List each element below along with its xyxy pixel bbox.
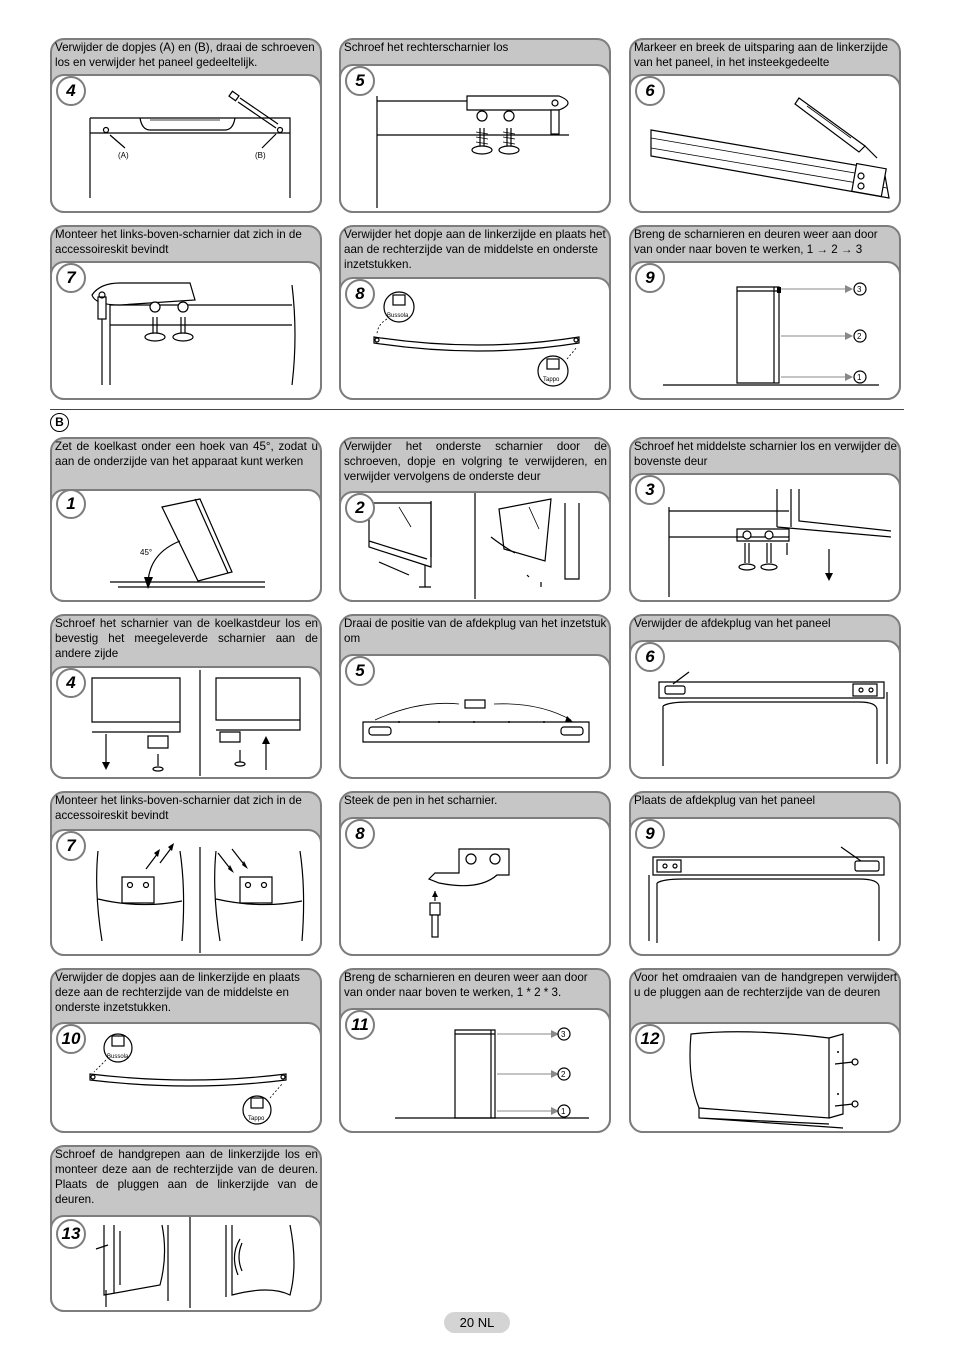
step-b3-caption: Schroef het middelste scharnier los en verwijder de bovenste deur bbox=[634, 440, 897, 468]
step-b5-caption: Draai de positie van de afdekplug van het inzetstuk om bbox=[344, 617, 607, 645]
step-a9-caption: Breng de scharnieren en deuren weer aan door van onder naar boven te werken, 1 → 2 → 3 bbox=[634, 228, 878, 256]
step-b8-number: 8 bbox=[345, 819, 375, 849]
step-b1-illustration bbox=[50, 437, 322, 602]
step-b11-illustration bbox=[339, 968, 611, 1133]
step-b7-panel bbox=[50, 791, 322, 956]
step-b11-caption: Breng de scharnieren en deuren weer aan door van onder naar boven te werken, 1 * 2 * 3. bbox=[344, 971, 588, 999]
step-a4-caption: Verwijder de dopjes (A) en (B), draai de schroeven los en verwijder het paneel gedeeltelijk. bbox=[55, 41, 315, 69]
step-b9-panel bbox=[629, 791, 901, 956]
step-a8-panel bbox=[339, 225, 611, 400]
step-b1-caption: Zet de koelkast onder een hoek van 45°, zodat u aan de onderzijde van het apparaat kunt werken bbox=[55, 440, 318, 468]
tappo-label-b: Tappo bbox=[248, 1116, 265, 1122]
step-b10-panel bbox=[50, 968, 322, 1133]
step-b11-number: 11 bbox=[345, 1010, 375, 1040]
a9-label-3: 3 bbox=[857, 285, 862, 294]
step-b3-illustration bbox=[629, 437, 901, 602]
step-b2-illustration bbox=[339, 437, 611, 602]
step-a4-illustration bbox=[50, 38, 322, 213]
section-b-marker: B bbox=[50, 413, 69, 432]
step-b12-illustration bbox=[629, 968, 901, 1133]
step-b9-number: 9 bbox=[635, 819, 665, 849]
step-a5-caption: Schroef het rechterscharnier los bbox=[344, 41, 509, 54]
label-a: (A) bbox=[118, 151, 129, 160]
step-b8-illustration bbox=[339, 791, 611, 956]
step-b2-caption: Verwijder het onderste scharnier door de schroeven, dopje en volgring te verwijderen, en verwijder vervolgens de onderste deur bbox=[344, 440, 607, 483]
a9-label-2: 2 bbox=[857, 332, 862, 341]
step-a7-number: 7 bbox=[56, 263, 86, 293]
step-a7-caption: Monteer het links-boven-scharnier dat zich in de accessoireskit bevindt bbox=[55, 228, 302, 256]
step-b4-number: 4 bbox=[56, 668, 86, 698]
step-b6-illustration bbox=[629, 614, 901, 779]
step-b13-caption: Schroef de handgrepen aan de linkerzijde los en monteer deze aan de rechterzijde van de deuren. Plaats de pluggen aan de linkerzijde van de deuren. bbox=[55, 1148, 318, 1206]
step-a6-caption: Markeer en breek de uitsparing aan de linkerzijde van het paneel, in het insteekgedeelte bbox=[634, 41, 888, 69]
step-b7-number: 7 bbox=[56, 831, 86, 861]
a9-label-1: 1 bbox=[857, 373, 862, 382]
b11-label-3: 3 bbox=[561, 1030, 566, 1039]
step-b3-panel bbox=[629, 437, 901, 602]
angle-label: 45° bbox=[140, 548, 153, 557]
step-a8-caption: Verwijder het dopje aan de linkerzijde en plaats het aan de rechterzijde van de middelste en onderste inzetstukken. bbox=[344, 228, 606, 271]
step-b11-panel bbox=[339, 968, 611, 1133]
step-b10-number: 10 bbox=[56, 1024, 86, 1054]
step-b6-number: 6 bbox=[635, 642, 665, 672]
step-a6-panel bbox=[629, 38, 901, 213]
step-b5-illustration bbox=[339, 614, 611, 779]
step-b10-illustration bbox=[50, 968, 322, 1133]
step-a8-number: 8 bbox=[345, 279, 375, 309]
step-a4-number: 4 bbox=[56, 76, 86, 106]
step-b2-number: 2 bbox=[345, 493, 375, 523]
b11-label-1: 1 bbox=[561, 1107, 566, 1116]
step-b4-illustration bbox=[50, 614, 322, 779]
step-b9-illustration bbox=[629, 791, 901, 956]
step-a6-number: 6 bbox=[635, 76, 665, 106]
bussola-label: Bussola bbox=[387, 313, 409, 319]
step-b5-number: 5 bbox=[345, 656, 375, 686]
step-b1-panel bbox=[50, 437, 322, 602]
step-a5-panel bbox=[339, 38, 611, 213]
step-b4-caption: Schroef het scharnier van de koelkastdeur los en bevestig het meegeleverde scharnier aan de andere zijde bbox=[55, 617, 318, 660]
page-number: 20 NL bbox=[444, 1312, 510, 1333]
step-b1-number: 1 bbox=[56, 489, 86, 519]
step-b13-illustration bbox=[50, 1145, 322, 1312]
step-b5-panel bbox=[339, 614, 611, 779]
label-b: (B) bbox=[255, 151, 266, 160]
step-b7-illustration bbox=[50, 791, 322, 956]
step-b7-caption: Monteer het links-boven-scharnier dat zich in de accessoireskit bevindt bbox=[55, 794, 302, 822]
step-a5-illustration bbox=[339, 38, 611, 213]
step-b12-number: 12 bbox=[635, 1024, 665, 1054]
step-a9-number: 9 bbox=[635, 263, 665, 293]
step-b9-caption: Plaats de afdekplug van het paneel bbox=[634, 794, 816, 807]
b11-label-2: 2 bbox=[561, 1070, 566, 1079]
step-a7-illustration bbox=[50, 225, 322, 400]
step-b12-caption: Voor het omdraaien van de handgrepen verwijdert u de pluggen aan de rechterzijde van de deuren bbox=[634, 971, 897, 999]
bussola-label-b: Bussola bbox=[107, 1054, 129, 1060]
tappo-label: Tappo bbox=[543, 377, 560, 383]
step-a7-panel bbox=[50, 225, 322, 400]
step-a5-number: 5 bbox=[345, 66, 375, 96]
step-b10-caption: Verwijder de dopjes aan de linkerzijde en plaats deze aan de rechterzijde van de middelste en onderste inzetstukken. bbox=[55, 971, 300, 1014]
step-b12-panel bbox=[629, 968, 901, 1133]
step-b4-panel bbox=[50, 614, 322, 779]
step-b13-number: 13 bbox=[56, 1219, 86, 1249]
step-b3-number: 3 bbox=[635, 475, 665, 505]
step-a4-panel bbox=[50, 38, 322, 213]
step-a6-illustration bbox=[629, 38, 901, 213]
step-a9-panel bbox=[629, 225, 901, 400]
step-a8-illustration bbox=[339, 225, 611, 400]
step-b8-panel bbox=[339, 791, 611, 956]
step-a9-illustration bbox=[629, 225, 901, 400]
step-b8-caption: Steek de pen in het scharnier. bbox=[344, 794, 498, 807]
section-divider bbox=[50, 409, 904, 410]
step-b2-panel bbox=[339, 437, 611, 602]
step-b6-panel bbox=[629, 614, 901, 779]
step-b13-panel bbox=[50, 1145, 322, 1312]
step-b6-caption: Verwijder de afdekplug van het paneel bbox=[634, 617, 831, 630]
